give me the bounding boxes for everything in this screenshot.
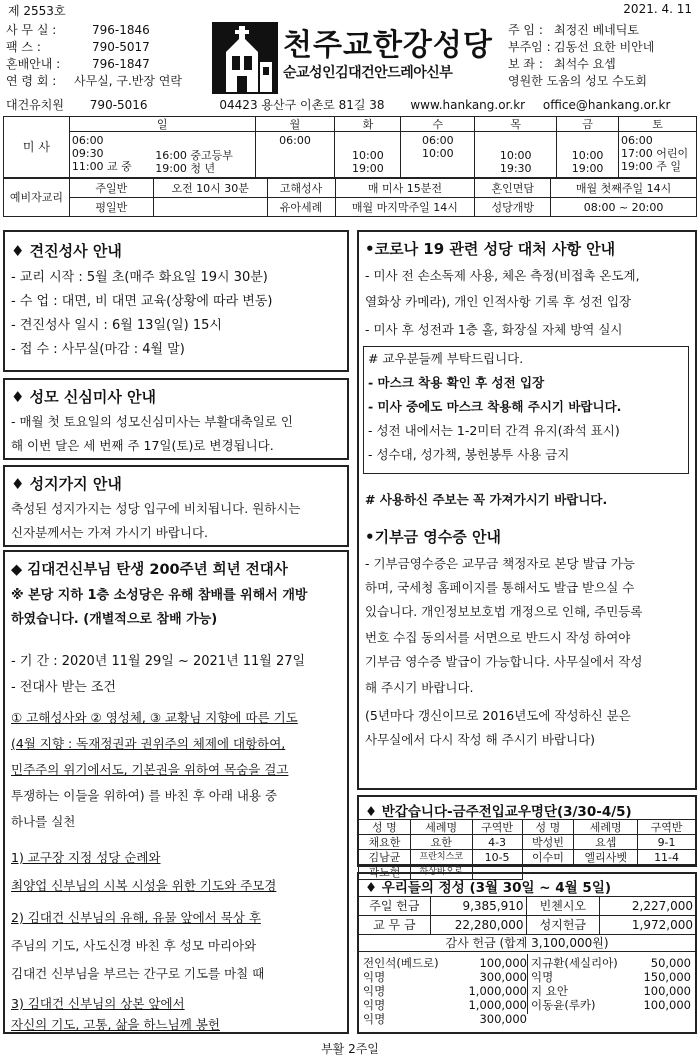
address-line [6, 96, 670, 113]
receipt-line: 하며, 국세청 홈페이지를 통해서도 발급 받으실 수 [365, 580, 635, 595]
wed-times: 06:00 10:00 [401, 132, 475, 178]
list-item: 익명 300,000 [363, 970, 527, 984]
staff-pastor: 주 임 : 최정진 베네딕토 [508, 23, 639, 37]
marian-mass-title: ♦ 성모 신심미사 안내 [11, 388, 157, 406]
marian-mass-line: 해 이번 달은 세 번째 주 17일(토)로 변경됩니다. [11, 438, 274, 453]
footer-title: 부활 2주일 [321, 1042, 379, 1056]
covid-request: - 성전 내에서는 1-2미터 간격 유지(좌석 표시) [368, 423, 620, 438]
palm-line: 신자분께서는 가져 가시기 바랍니다. [11, 525, 209, 540]
list-item: 전인석(베드로) 100,000 [363, 956, 527, 970]
indulgence-item: 2) 김대건 신부님의 유해, 유물 앞에서 묵상 후 [11, 910, 261, 925]
church-subtitle: 순교성인김대건안드레아신부 [283, 65, 453, 81]
prep-cell: 매월 첫째주일 14시 [551, 179, 697, 198]
offering-section [357, 872, 697, 1034]
day-mon: 월 [255, 117, 335, 132]
daegeon-phone: 790-5016 [89, 98, 148, 112]
table-row: 김남균 프란치스코 10-5 이수미 엘리사벳 11-4 [359, 850, 696, 865]
tue-times: 10:00 19:00 [335, 132, 401, 178]
church-logo [212, 22, 278, 94]
staff-order: 영원한 도움의 성모 수도회 [508, 74, 647, 88]
welcome-table: 성 명 세례명 구역반 성 명 세례명 구역반 채요한 요한 4-3 박성빈 요셉 9-1 김남균 프란치스코 10-5 이수미 엘리사벳 11-4 곽노현 하상바오로 [358, 819, 696, 880]
covid-request: - 성수대, 성가책, 봉헌봉투 사용 금지 [368, 447, 570, 462]
indulgence-item: 최양업 신부님의 시복 시성을 위한 기도와 주모경 [11, 878, 277, 893]
receipt-line: 사무실에서 다시 작성 해 주시기 바랍니다) [365, 732, 596, 747]
confirmation-title: ♦ 견진성사 안내 [11, 242, 122, 260]
receipt-line: (5년마다 갱신이므로 2016년도에 작성하신 분은 [365, 708, 631, 723]
covid-line: - 미사 후 성전과 1층 홀, 화장실 자체 방역 실시 [365, 322, 623, 337]
palm-line: 축성된 성지가지는 성당 입구에 비치됩니다. 원하시는 [11, 501, 301, 516]
issue-number: 제 2553호 [8, 4, 66, 18]
marian-mass-section [3, 378, 349, 460]
list-item: 지 요안 100,000 [531, 984, 691, 998]
marian-mass-line: - 매월 첫 토요일의 성모신심미사는 부활대축일로 인 [11, 414, 293, 429]
covid-request-title: # 교우분들께 부탁드립니다. [368, 351, 524, 366]
list-item: 익명 1,000,000 [363, 998, 527, 1012]
indulgence-item: 주님의 기도, 사도신경 바친 후 성모 마리아와 [11, 938, 257, 953]
indulgence-title: ◆ 김대건신부님 탄생 200주년 희년 전대사 [11, 562, 288, 578]
welcome-title: ♦ 반갑습니다-금주전입교우명단(3/30-4/5) [365, 804, 632, 820]
indulgence-period: - 기 간 : 2020년 11월 29일 ~ 2021년 11월 27일 [11, 654, 306, 669]
offering-title: ♦ 우리들의 정성 (3월 30일 ~ 4월 5일) [365, 880, 612, 896]
prep-cell: 유아세례 [267, 198, 335, 217]
mass-label: 미 사 [4, 117, 70, 178]
left-donors [363, 956, 527, 1026]
church-building-icon [212, 22, 278, 94]
welcome-section [357, 795, 697, 879]
indulgence-item: 자신의 기도, 고통, 삶을 하느님께 봉헌 [11, 1017, 220, 1032]
indulgence-line: ① 고해성사와 ② 영성체, ③ 교황님 지향에 따른 기도 [11, 710, 298, 725]
donor-divider [527, 954, 528, 1014]
contact-office: 사 무 실 : 796-1846 [6, 23, 150, 37]
bulletin-note: # 사용하신 주보는 꼭 가져가시기 바랍니다. [365, 492, 608, 507]
list-item: 이동윤(루카) 100,000 [531, 998, 691, 1012]
day-thu: 목 [475, 117, 557, 132]
day-wed: 수 [401, 117, 475, 132]
list-item: 지규환(세실리아) 50,000 [531, 956, 691, 970]
staff-associate: 부주임 : 김동선 요한 비안네 [508, 40, 655, 54]
prep-cell: 오전 10시 30분 [153, 179, 267, 198]
indulgence-line: 하나를 실천 [11, 814, 76, 829]
palm-title: ♦ 성지가지 안내 [11, 475, 122, 493]
covid-request: - 미사 중에도 마스크 착용해 주시기 바랍니다. [368, 399, 622, 414]
list-item: 익명 300,000 [363, 1012, 527, 1026]
offering-table [358, 896, 696, 952]
confirmation-line: - 접 수 : 사무실(마감 : 4월 말) [11, 342, 185, 357]
indulgence-item: 김대건 신부님을 부르는 간구로 기도를 마칠 때 [11, 966, 265, 981]
sat-times: 06:00 17:00 어린이 19:00 주 일 [619, 132, 697, 178]
indulgence-notice: 하였습니다. (개별적으로 참배 가능) [11, 612, 218, 627]
indulgence-section [3, 550, 349, 1034]
list-item: 익명 1,000,000 [363, 984, 527, 998]
indulgence-conditions: - 전대사 받는 조건 [11, 680, 116, 695]
covid-section [357, 230, 697, 790]
prep-cell: 혼인면담 [475, 179, 551, 198]
staff-assistant: 보 좌 : 최석수 요셉 [508, 57, 616, 71]
contact-fax: 팩 스 : 790-5017 [6, 40, 150, 54]
day-sun: 일 [69, 117, 255, 132]
confirmation-line: - 교리 시작 : 5월 초(매주 화요일 19시 30분) [11, 270, 268, 285]
mon-times: 06:00 [255, 132, 335, 178]
prep-cell: 주일반 [69, 179, 153, 198]
day-fri: 금 [557, 117, 619, 132]
right-donors [531, 956, 691, 1012]
covid-line: - 미사 전 손소독제 사용, 체온 측정(비접촉 온도계, [365, 268, 640, 283]
thanks-offering-label: 감사 헌금 (합계 3,100,000원) [359, 935, 696, 952]
confirmation-line: - 견진성사 일시 : 6월 13일(일) 15시 [11, 318, 222, 333]
day-sat: 토 [619, 117, 697, 132]
table-row: 곽노현 하상바오로 [359, 865, 696, 880]
receipt-line: 해 주시기 바랍니다. [365, 680, 474, 695]
right-staff [508, 22, 698, 90]
prep-cell: 평일반 [69, 198, 153, 217]
prep-cell: 고해성사 [267, 179, 335, 198]
table-row: 주일 헌금 9,385,910 빈첸시오 2,227,000 [359, 897, 696, 916]
thu-times: 10:00 19:30 [475, 132, 557, 178]
issue-date: 2021. 4. 11 [623, 2, 692, 16]
address: 04423 용산구 이촌로 81길 38 [219, 98, 385, 112]
table-row: 교 무 금 22,280,000 성지헌금 1,972,000 [359, 916, 696, 935]
receipt-line: 기부금 영수증 발급이 가능합니다. 사무실에서 작성 [365, 654, 643, 669]
church-name: 천주교한강성당 [283, 28, 493, 63]
prep-cell: 08:00 ~ 20:00 [551, 198, 697, 217]
indulgence-line: (4월 지향 : 독재정권과 권위주의 체제에 대항하여, [11, 736, 286, 751]
indulgence-notice: ※ 본당 지하 1층 소성당은 유해 참배를 위해서 개방 [11, 588, 308, 603]
prep-cell: 매월 마지막주일 14시 [335, 198, 475, 217]
list-item: 익명 150,000 [531, 970, 691, 984]
indulgence-line: 투쟁하는 이들을 위하여) 를 바친 후 아래 내용 중 [11, 788, 278, 803]
prep-cell: 성당개방 [475, 198, 551, 217]
indulgence-line: 민주주의 위기에서도, 기본권을 위하여 목숨을 걸고 [11, 762, 289, 777]
covid-request-box [363, 346, 689, 474]
mass-schedule-table [3, 116, 697, 178]
covid-line: 열화상 카메라), 개인 인적사항 기록 후 성전 입장 [365, 294, 632, 309]
sun-evening-times: 16:00 중고등부 19:00 청 년 [153, 132, 255, 178]
contact-wedding: 혼배안내 : 796-1847 [6, 57, 150, 71]
receipt-line: 번호 수집 동의서를 서면으로 반드시 작성 하여야 [365, 630, 631, 645]
sun-morning-times: 06:00 09:30 11:00 교 중 [69, 132, 153, 178]
prep-label: 예비자교리 [4, 179, 70, 217]
daegeon-label: 대건유치원 [6, 98, 64, 112]
prep-cell: 매 미사 15분전 [335, 179, 475, 198]
table-row: 채요한 요한 4-3 박성빈 요셉 9-1 [359, 835, 696, 850]
indulgence-item: 3) 김대건 신부님의 상본 앞에서 [11, 996, 185, 1011]
covid-request: - 마스크 착용 확인 후 성전 입장 [368, 375, 545, 390]
contact-association: 연 령 회 : 사무실, 구.반장 연락 [6, 74, 182, 88]
prep-schedule-table [3, 178, 697, 217]
confirmation-line: - 수 업 : 대면, 비 대면 교육(상황에 따라 변동) [11, 294, 273, 309]
email-link[interactable]: office@hankang.or.kr [542, 98, 671, 112]
fri-times: 10:00 19:00 [557, 132, 619, 178]
palm-section [3, 465, 349, 547]
prep-cell [153, 198, 267, 217]
receipt-title: •기부금 영수증 안내 [365, 528, 501, 546]
indulgence-item: 1) 교구장 지정 성당 순례와 [11, 850, 161, 865]
day-tue: 화 [335, 117, 401, 132]
website-link[interactable]: www.hankang.or.kr [410, 98, 526, 112]
receipt-line: - 기부금영수증은 교무금 책정자로 본당 발급 가능 [365, 556, 635, 571]
confirmation-section [3, 230, 349, 372]
left-contacts [6, 22, 211, 90]
covid-title: •코로나 19 관련 성당 대처 사항 안내 [365, 240, 616, 258]
receipt-line: 있습니다. 개인정보보호법 개정으로 인해, 주민등록 [365, 604, 643, 619]
